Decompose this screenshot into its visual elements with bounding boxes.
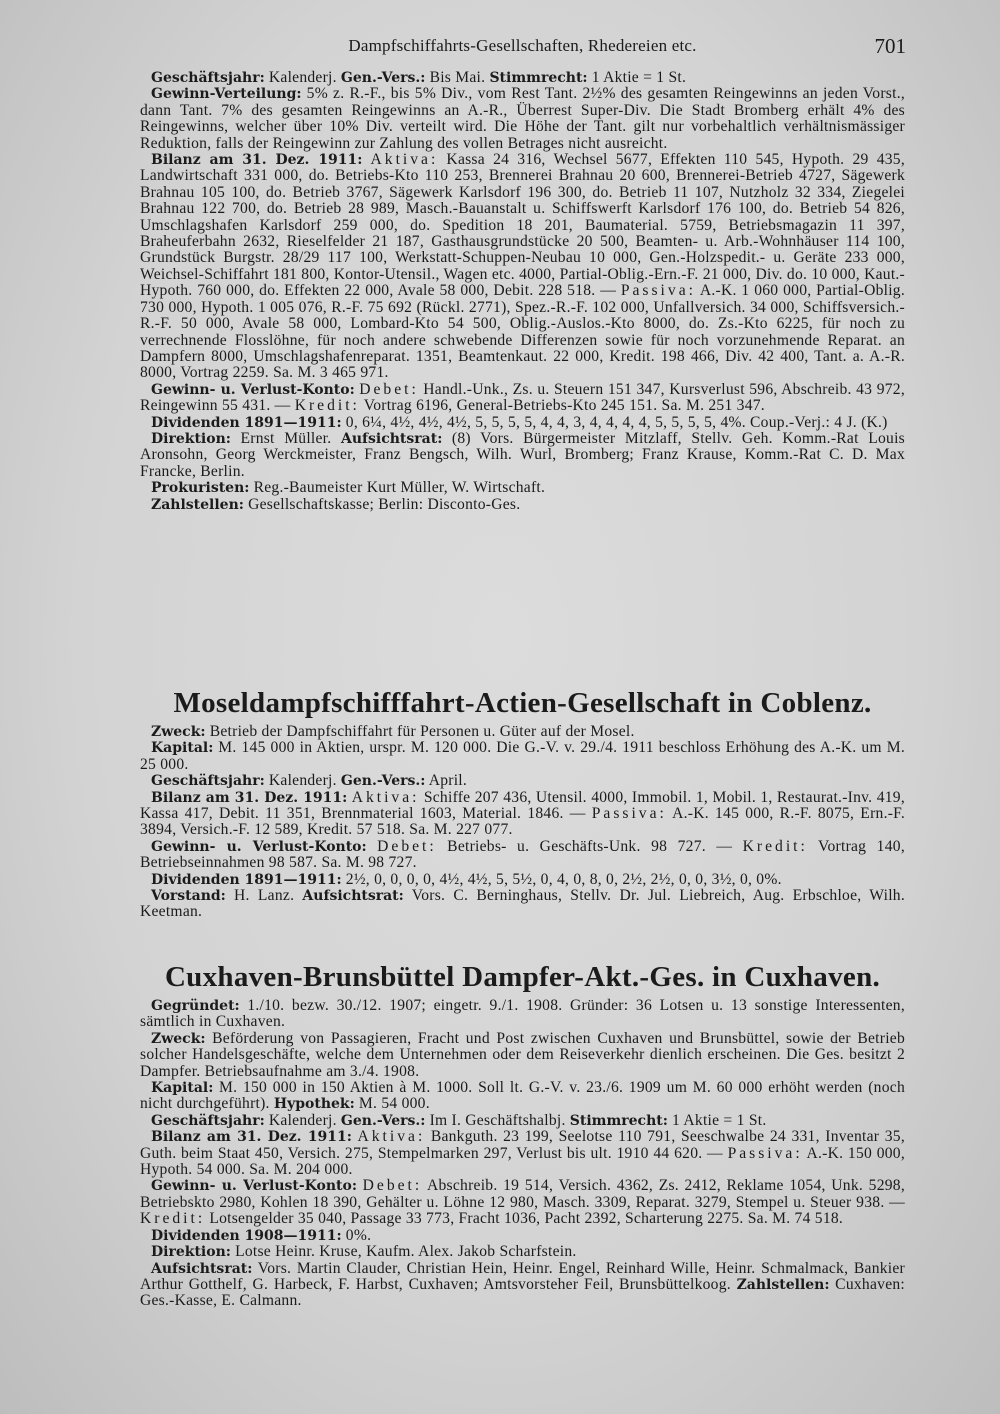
entry-paragraph: [140, 724, 905, 740]
spaced-label: Passiva:: [591, 805, 667, 823]
field-text: Betrieb der Dampfschiffahrt für Personen u. Güter auf der Mosel.: [205, 723, 635, 740]
entry-paragraph: [140, 70, 905, 86]
field-text: Schiffe 207 436, Utensil. 4000, Immobil. 1, Mobil. 1, Restaurat.-Inv. 419, Kassa 417, Debit. 11 351, Brennmaterial 1603, Material. 1846. —: [140, 788, 905, 823]
spaced-label: Passiva:: [727, 1144, 803, 1162]
field-label: Bilanz am 31. Dez. 1911:: [151, 1129, 352, 1146]
field-text: Betriebs- u. Geschäfts-Unk. 98 727. —: [436, 837, 743, 855]
entry-paragraph: [140, 1261, 905, 1310]
section-continuation: [140, 70, 905, 513]
field-text: Kassa 24 316, Wechsel 5677, Effekten 110 545, Hypoth. 29 435, Landwirtschaft 331 000, do. Betriebs-Kto 110 253, Brennerei Brahnau 20 600, Brennerei-Betrieb 4727, Sägewerk Brahnau 105 100, do. Betrieb 3767, Sägewerk Karlsdorf 196 300, do. Betrieb 11 107, Nutzholz 32 334, Ziegelei Brahnau 122 700, do. Betrieb 28 989, Masch.-Bauanstalt u. Schiffswerft Karlsdorf 176 100, do. Betrieb 54 826, Umschlagshafen Karlsdorf 259 000, do. Spedition 18 201, Baumaterial. 5759, Betriebsmagazin 11 397, Braheuferbahn 2632, Rieselfelder 21 187, Gasthausgrundstücke 20 500, Beamten- u. Arb.-Wohnhäuser 114 100, Grundstück Burgstr. 28/29 117 100, Werkstatt-Schuppen-Neubau 10 000, Gen.-Holzspedit.- u. Geräte 233 000, Weichsel-Schiffahrt 181 800, Kontor-Utensil., Wagen etc. 4000, Partial-Oblig.-Ern.-F. 21 000, Div. do. 10 000, Kaut.-Hypoth. 760 000, do. Effekten 22 000, Avale 58 000, Debit. 228 518. —: [140, 151, 905, 300]
field-label: Gewinn- u. Verlust-Konto:: [151, 838, 367, 855]
entry-paragraph: [140, 790, 905, 839]
spaced-label: Passiva:: [620, 282, 696, 300]
field-label: Gewinn- u. Verlust-Konto:: [151, 1178, 358, 1195]
field-text: M. 145 000 in Aktien, urspr. M. 120 000. Die G.-V. v. 29./4. 1911 beschloss Erhöhung des A.-K. um M. 25 000.: [140, 739, 905, 773]
field-label: Direktion:: [151, 1244, 231, 1261]
field-label: Stimmrecht:: [569, 1112, 668, 1129]
spaced-label: Kredit:: [294, 397, 360, 415]
entry-paragraph: [140, 480, 905, 496]
entry-paragraph: [140, 382, 905, 415]
entry-paragraph: [140, 1244, 905, 1260]
spaced-label: Kredit:: [140, 1210, 206, 1228]
field-label: Gen.-Vers.:: [340, 1112, 426, 1129]
field-text: Lotse Heinr. Kruse, Kaufm. Alex. Jakob Scharfstein.: [230, 1243, 577, 1261]
field-label: Gen.-Vers.:: [340, 70, 426, 86]
field-label: Dividenden 1891—1911:: [151, 414, 342, 431]
field-label: Aufsichtsrat:: [340, 430, 443, 447]
field-label: Geschäftsjahr:: [151, 1112, 265, 1129]
entry-paragraph: [140, 1228, 905, 1244]
field-label: Prokuristen:: [151, 480, 250, 497]
section-moseldampfschifffahrt: [140, 686, 905, 921]
field-text: A.-K. 1 060 000, Partial-Oblig. 730 000, Hypoth. 1 005 076, R.-F. 75 692 (Rückl. 2771), Spez.-R.-F. 102 000, Unfallversich. 34 000, Schiffsversich.-R.-F. 50 000, Avale 58 000, Lombard-Kto 54 500, Oblig.-Auslos.-Kto 8000, do. Zs.-Kto 6225, für noch zu verrechnende Flosslöhne, für noch andere schwebende Differenzen sowie für noch vorzunehmende Reparat. an Dampfern 8000, Umschlagshafenreparat. 1351, Beamtenkaut. 22 000, Kredit. 198 466, Div. 42 400, Tant. a. A.-R. 8000, Vortrag 2259. Sa. M. 3 465 971.: [140, 282, 905, 382]
field-label: Stimmrecht:: [489, 70, 588, 86]
spaced-label: Debet:: [377, 837, 437, 855]
entry-paragraph: [140, 431, 905, 480]
field-text: 0%.: [341, 1226, 372, 1244]
spaced-label: Kredit:: [742, 837, 808, 855]
field-label: Gewinn-Verteilung:: [151, 86, 302, 103]
field-label: Kapital:: [151, 1080, 214, 1097]
field-text: H. Lanz.: [225, 887, 303, 905]
field-text: Kalenderj.: [264, 69, 341, 86]
field-text: Kalenderj.: [264, 1111, 341, 1129]
field-text: M. 54 000.: [354, 1095, 430, 1113]
field-label: Zweck:: [151, 1030, 206, 1047]
field-text: 2½, 0, 0, 0, 0, 4½, 4½, 5, 5½, 0, 4, 0, 8, 0, 2½, 2½, 0, 0, 3½, 0, 0%.: [341, 870, 782, 888]
entry-paragraph: [140, 888, 905, 921]
field-text: Abschreib. 19 514, Versich. 4362, Zs. 2412, Reklame 1054, Unk. 5298, Betriebskto 2980, Kohlen 18 390, Gehälter u. Löhne 12 980, Masch. 3309, Reparat. 3279, Stempel u. Steuer 938. —: [140, 1177, 905, 1211]
entry-paragraph: [140, 1031, 905, 1080]
field-text: Reg.-Baumeister Kurt Müller, W. Wirtschaft.: [249, 479, 546, 497]
entry-paragraph: [140, 1129, 905, 1178]
field-label: Hypothek:: [273, 1096, 355, 1113]
entry-paragraph: [140, 86, 905, 152]
field-text: Vors. Martin Clauder, Christian Hein, Heinr. Engel, Reinhard Wille, Heinr. Schmalmack, Bankier Arthur Gotthelf, G. Harbeck, F. Harbst, Cuxhaven; Amtsvorsteher Feil, Brunsbüttelkoog.: [140, 1259, 905, 1293]
entry-paragraph: [140, 998, 905, 1031]
running-title: Dampfschiffahrts-Gesellschaften, Rhedereien etc.: [348, 36, 697, 55]
field-text: Ernst Müller.: [230, 429, 341, 447]
field-label: Gen.-Vers.:: [340, 773, 426, 790]
field-text: 0, 6¼, 4½, 4½, 4½, 5, 5, 5, 5, 4, 4, 3, 4, 4, 4, 4, 5, 5, 5, 5, 4%. Coup.-Verj.: 4 J. (K.): [341, 413, 888, 431]
field-text: Bis Mai.: [425, 69, 490, 86]
field-text: Vortrag 6196, General-Betriebs-Kto 245 151. Sa. M. 251 347.: [359, 397, 765, 415]
field-text: Im I. Geschäftshalbj.: [425, 1111, 570, 1129]
field-text: 1 Aktie = 1 St.: [667, 1111, 767, 1129]
entry-paragraph: [140, 497, 905, 513]
company-title: Cuxhaven-Brunsbüttel Dampfer-Akt.-Ges. in Cuxhaven.: [164, 961, 881, 993]
field-text: (8) Vors. Bürgermeister Mitzlaff, Stellv. Geh. Komm.-Rat Louis Aronsohn, Georg Werckmeister, Franz Bengsch, Wilh. Wurl, Bromberg; Franz Krause, Komm.-Rat C. D. Max Francke, Berlin.: [140, 429, 905, 480]
field-text: April.: [425, 772, 468, 790]
field-label: Zahlstellen:: [736, 1276, 830, 1293]
field-text: [367, 838, 377, 855]
field-text: 5% z. R.-F., bis 5% Div., vom Rest Tant. 2½% des gesamten Reingewinns an jeden Vorst., dann Tant. 7% des gesamten Reingewinns an A.-R., Überrest Super-Div. Die Stadt Bromberg erhält 4% des Reingewinns, welcher über 10% Div. verteilt wird. Die Höhe der Tant. gilt nur vorbehaltlich verhältnismässiger Reduktion, falls der Reingewinn zur Zahlung des vollen Betrages nicht ausreicht.: [140, 85, 905, 152]
field-text: M. 150 000 in 150 Aktien à M. 1000. Soll lt. G.-V. v. 23./6. 1909 um M. 60 000 erhöht werden (noch nicht durchgeführt).: [140, 1079, 905, 1113]
field-text: Bankguth. 23 199, Seelotse 110 791, Seeschwalbe 24 331, Inventar 35, Guth. beim Staat 450, Versich. 275, Stempelmarken 297, Verlust bis ult. 1910 44 620. —: [140, 1128, 905, 1162]
entry-paragraph: [140, 1080, 905, 1113]
field-text: A.-K. 150 000, Hypoth. 54 000. Sa. M. 204 000.: [140, 1144, 905, 1179]
company-title: Moseldampfschifffahrt-Actien-Gesellschaft in Coblenz.: [173, 687, 872, 719]
field-label: Kapital:: [151, 740, 214, 757]
field-text: Beförderung von Passagieren, Fracht und Post zwischen Cuxhaven und Brunsbüttel, sowie der Betrieb solcher Handelsgeschäfte, welche dem Unternehmen oder dem Reiseverkehr dienlich erscheinen. Die Ges. besitzt 2 Dampfer. Betriebsaufnahme am 3./4. 1908.: [140, 1029, 905, 1080]
field-label: Gegründet:: [151, 998, 240, 1014]
field-text: Cuxhaven: Ges.-Kasse, E. Calmann.: [140, 1275, 905, 1310]
spaced-label: Debet:: [359, 380, 419, 398]
field-label: Dividenden 1908—1911:: [151, 1227, 342, 1244]
entry-paragraph: [140, 1178, 905, 1227]
entry-paragraph: [140, 872, 905, 888]
field-text: Vortrag 140, Betriebseinnahmen 98 587. Sa. M. 98 727.: [140, 837, 905, 872]
field-text: Vors. C. Berninghaus, Stellv. Dr. Jul. Liebreich, Aug. Erbschloe, Wilh. Keetman.: [140, 887, 906, 921]
field-label: Gewinn- u. Verlust-Konto:: [151, 381, 355, 398]
field-text: A.-K. 145 000, R.-F. 8075, Ern.-F. 3894, Versich.-F. 12 589, Kredit. 57 518. Sa. M. 227 077.: [140, 805, 905, 839]
field-label: Aufsichtsrat:: [302, 888, 404, 905]
field-text: [362, 151, 370, 168]
field-label: Geschäftsjahr:: [151, 70, 265, 86]
entry-paragraph: [140, 839, 905, 872]
entry-paragraph: [140, 1113, 905, 1129]
field-text: 1 Aktie = 1 St.: [587, 69, 687, 86]
field-label: Dividenden 1891—1911:: [151, 871, 342, 888]
spaced-label: Aktiva:: [370, 151, 439, 169]
field-text: Lotsengelder 35 040, Passage 33 773, Fracht 1036, Pacht 2392, Scharterung 2275. Sa. M. 74 518.: [205, 1210, 844, 1228]
section-cuxhaven-brunsbuettel: [140, 960, 905, 1310]
page-number: 701: [874, 34, 906, 58]
field-text: Handl.-Unk., Zs. u. Steuern 151 347, Kursverlust 596, Abschreib. 43 972, Reingewinn 55 431. —: [140, 380, 905, 415]
field-label: Geschäftsjahr:: [151, 773, 265, 790]
field-label: Zweck:: [151, 724, 206, 740]
entry-paragraph: [140, 152, 905, 382]
entry-paragraph: [140, 773, 905, 789]
field-label: Bilanz am 31. Dez. 1911:: [151, 152, 363, 169]
field-label: Bilanz am 31. Dez. 1911:: [151, 789, 348, 806]
entry-paragraph: [140, 415, 905, 431]
field-label: Vorstand:: [151, 888, 226, 905]
field-label: Direktion:: [151, 430, 231, 447]
spaced-label: Debet:: [362, 1177, 423, 1195]
field-text: Kalenderj.: [264, 772, 341, 790]
spaced-label: Aktiva:: [351, 788, 420, 806]
field-label: Aufsichtsrat:: [151, 1260, 253, 1277]
spaced-label: Aktiva:: [357, 1128, 426, 1146]
field-text: 1./10. bezw. 30./12. 1907; eingetr. 9./1. 1908. Gründer: 36 Lotsen u. 13 sonstige Interessenten, sämtlich in Cuxhaven.: [140, 997, 905, 1031]
field-label: Zahlstellen:: [151, 496, 244, 513]
entry-paragraph: [140, 740, 905, 773]
field-text: Gesellschaftskasse; Berlin: Disconto-Ges.: [243, 495, 521, 513]
